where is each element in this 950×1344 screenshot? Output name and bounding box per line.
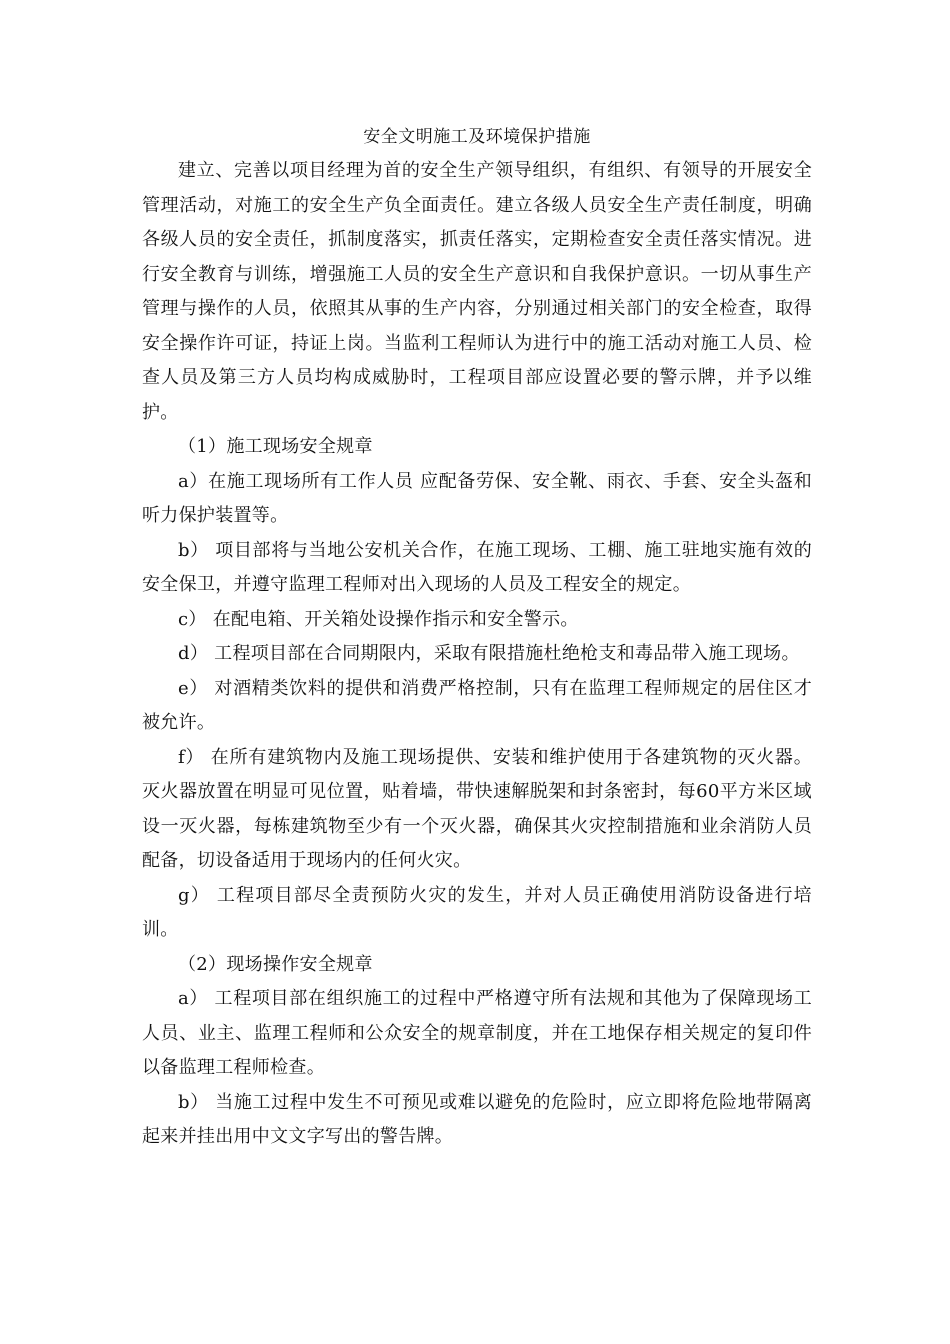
rule-item: a）在施工现场所有工作人员 应配备劳保、安全靴、雨衣、手套、安全头盔和听力保护装置等。: [142, 470, 812, 526]
rule-item: a） 工程项目部在组织施工的过程中严格遵守所有法规和其他为了保障现场工人员、业主、监理工程师和公众安全的规章制度，并在工地保存相关规定的复印件以备监理工程师检查。: [142, 988, 812, 1078]
document-title: 安全文明施工及环境保护措施: [363, 127, 591, 147]
intro-paragraph: 建立、完善以项目经理为首的安全生产领导组织，有组织、有领导的开展安全管理活动，对施工的安全生产负全面责任。建立各级人员安全生产责任制度，明确各级人员的安全责任，抓制度落实，抓责任落实，定期检查安全责任落实情况。进行安全教育与训练，增强施工人员的安全生产意识和自我保护意识。一切从事生产管理与操作的人员，依照其从事的生产内容，分别通过相关部门的安全检查，取得安全操作许可证，持证上岗。当监利工程师认为进行中的施工活动对施工人员、检查人员及第三方人员均构成威胁时，工程项目部应设置必要的警示牌，并予以维护。: [142, 160, 812, 423]
rule-item: b） 项目部将与当地公安机关合作，在施工现场、工棚、施工驻地实施有效的安全保卫，并遵守监理工程师对出入现场的人员及工程安全的规定。: [142, 539, 812, 595]
document-body: [142, 120, 812, 1155]
rule-item: d） 工程项目部在合同期限内，采取有限措施杜绝枪支和毒品带入施工现场。: [178, 643, 800, 664]
section-heading-1: （1）施工现场安全规章: [178, 436, 373, 457]
section-heading-2: （2）现场操作安全规章: [178, 953, 373, 975]
rule-item: f） 在所有建筑物内及施工现场提供、安装和维护使用于各建筑物的灭火器。灭火器放置在明显可见位置，贴着墙，带快速解脱架和封条密封，每60平方米区域设一灭火器，每栋建筑物至少有一个灭火器，确保其火灾控制措施和业余消防人员配备，切设备适用于现场内的任何火灾。: [142, 746, 812, 871]
rule-item: e） 对酒精类饮料的提供和消费严格控制，只有在监理工程师规定的居住区才被允许。: [142, 677, 812, 733]
rule-item: b） 当施工过程中发生不可预见或难以避免的危险时，应立即将危险地带隔离起来并挂出用中文文字写出的警告牌。: [142, 1091, 812, 1147]
rule-item: g） 工程项目部尽全责预防火灾的发生，并对人员正确使用消防设备进行培训。: [142, 884, 812, 940]
rule-item: c） 在配电箱、开关箱处设操作指示和安全警示。: [178, 608, 579, 630]
